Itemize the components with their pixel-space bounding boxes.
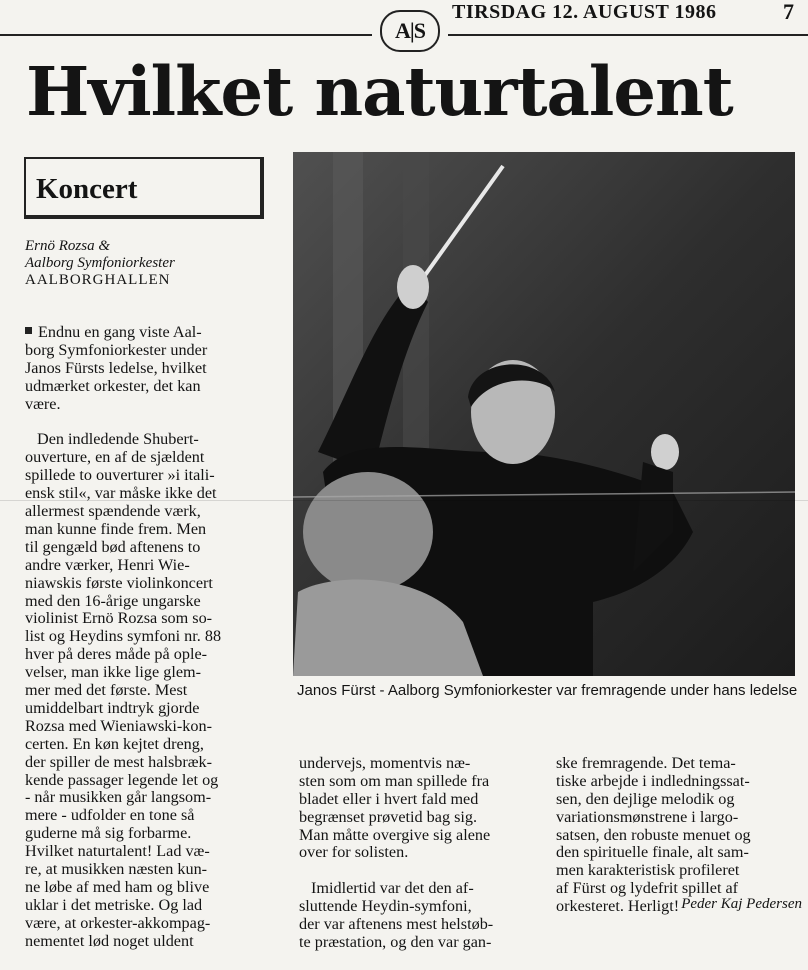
photo-caption: Janos Fürst - Aalborg Symfoniorkester var fremragende under hans ledelse bbox=[297, 682, 798, 699]
headline: Hvilket naturtalent bbox=[26, 52, 733, 131]
article-paragraph: Imidlertid var det den af- sluttende Heydin-symfoni, der var aftenens mest helstøb- te præstation, og den var gan- bbox=[299, 879, 494, 951]
header-rule-right bbox=[448, 34, 808, 36]
byline bbox=[25, 238, 275, 289]
article-column-2 bbox=[299, 737, 533, 970]
article-column-1 bbox=[25, 306, 272, 969]
page-number: 7 bbox=[783, 0, 794, 24]
paragraph-marker-icon bbox=[25, 327, 32, 334]
byline-venue: AALBORGHALLEN bbox=[25, 272, 171, 288]
article-paragraph: Den indledende Shubert- ouverture, en af de sjældent spillede to ouverturer »i itali- ensk stil«, var måske ikke det allermest spændende værk, man kunne finde frem. Men til gengæld bød aftenens to andre værker, Henri Wie- niawskis første violinkoncert med den 16-årige ungarske violinist Ernö Rozsa som so- list og Heydins symfoni nr. 88 hver på deres måde på ople- velser, man ikke lige glem- mer med det første. Mest umiddelbart indtryk gjorde Rozsa med Wieniawski-kon- certen. En køn kejtet dreng, der spiller de mest halsbræk- kende passager legende let og - når musikken går langsom- mere - udfolder en tone så guderne må sig forbarme. Hvilket naturtalent! Lad væ- re, at musikken næsten kun- ne løbe af med ham og blive uklar i det metriske. Og lad være, at orkester-akkompag- nementet lød noget uldent bbox=[25, 430, 222, 950]
newspaper-logo bbox=[380, 10, 440, 52]
article-paragraph: Endnu en gang viste Aal- borg Symfoniorkester under Janos Fürsts ledelse, hvilket udmærket orkester, det kan være. bbox=[25, 322, 208, 413]
rubric-label: Koncert bbox=[36, 173, 138, 205]
issue-date: TIRSDAG 12. AUGUST 1986 bbox=[452, 1, 717, 23]
author-signature: Peder Kaj Pedersen bbox=[681, 896, 802, 912]
header-rule-left bbox=[0, 34, 372, 36]
rubric-box bbox=[24, 157, 264, 219]
paper-fold bbox=[0, 500, 808, 501]
conductor-illustration bbox=[293, 152, 795, 676]
conductor-photo bbox=[293, 152, 795, 676]
article-paragraph: ske fremragende. Det tema- tiske arbejde i indledningssat- sen, den dejlige melodik og variationsmønstrene i largo- satsen, den robuste menuet og den spirituelle finale, alt sam- men karakteristisk profileret af Fürst og lydefrit spillet af orkesteret. Herligt! bbox=[556, 753, 751, 916]
logo-text: A|S bbox=[395, 18, 425, 43]
article-paragraph: undervejs, momentvis næ- sten som om man spillede fra bladet eller i hvert fald med begrænset prøvetid bag sig. Man måtte overgive sig alene over for solisten. bbox=[299, 753, 491, 862]
byline-performers-2: Aalborg Symfoniorkester bbox=[25, 255, 175, 271]
byline-performers-1: Ernö Rozsa & bbox=[25, 238, 111, 254]
